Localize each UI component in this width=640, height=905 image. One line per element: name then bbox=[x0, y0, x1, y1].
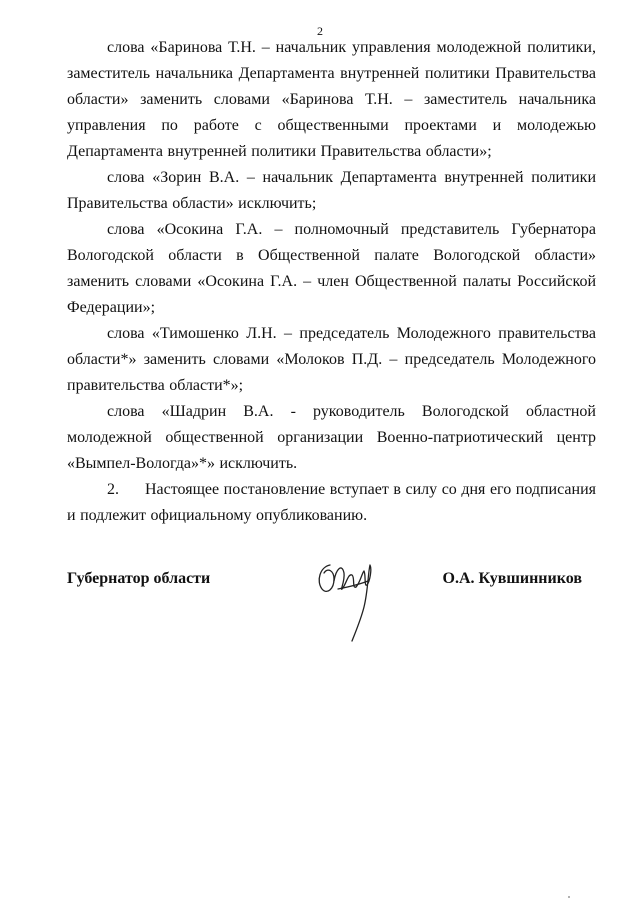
document-body bbox=[67, 35, 596, 529]
final-clause bbox=[67, 477, 596, 529]
signatory-name: О.А. Кувшинников bbox=[442, 570, 582, 587]
paragraph-shadrin: слова «Шадрин В.А. - руководитель Вологодской областной молодежной общественной организации Военно-патриотический центр «Вымпел-Вологда»*» исключить. bbox=[67, 403, 596, 472]
handwritten-signature bbox=[312, 551, 382, 643]
clause-number: 2. bbox=[107, 481, 119, 498]
paragraph-zorin: слова «Зорин В.А. – начальник Департамента внутренней политики Правительства области» исключить; bbox=[67, 169, 596, 212]
paragraph-osokina: слова «Осокина Г.А. – полномочный представитель Губернатора Вологодской области в Общественной палате Вологодской области» заменить словами «Осокина Г.А. – член Общественной палаты Российской Федерации»; bbox=[67, 221, 596, 316]
scan-speck bbox=[568, 896, 570, 898]
paragraph-barinova: слова «Баринова Т.Н. – начальник управления молодежной политики, заместитель начальника Департамента внутренней политики Правительства области» заменить словами «Баринова Т.Н. – заместитель начальника управления по работе с общественными проектами и молодежью Департамента внутренней политики Правительства области»; bbox=[67, 39, 596, 160]
clause-text: Настоящее постановление вступает в силу со дня его подписания и подлежит официальному опубликованию. bbox=[67, 481, 596, 524]
signatory-title: Губернатор области bbox=[67, 570, 211, 587]
signature-block bbox=[67, 563, 596, 653]
page-number: 2 bbox=[317, 24, 323, 38]
paragraph-timoshenko: слова «Тимошенко Л.Н. – председатель Молодежного правительства области*» заменить словами «Молоков П.Д. – председатель Молодежного правительства области*»; bbox=[67, 325, 596, 394]
